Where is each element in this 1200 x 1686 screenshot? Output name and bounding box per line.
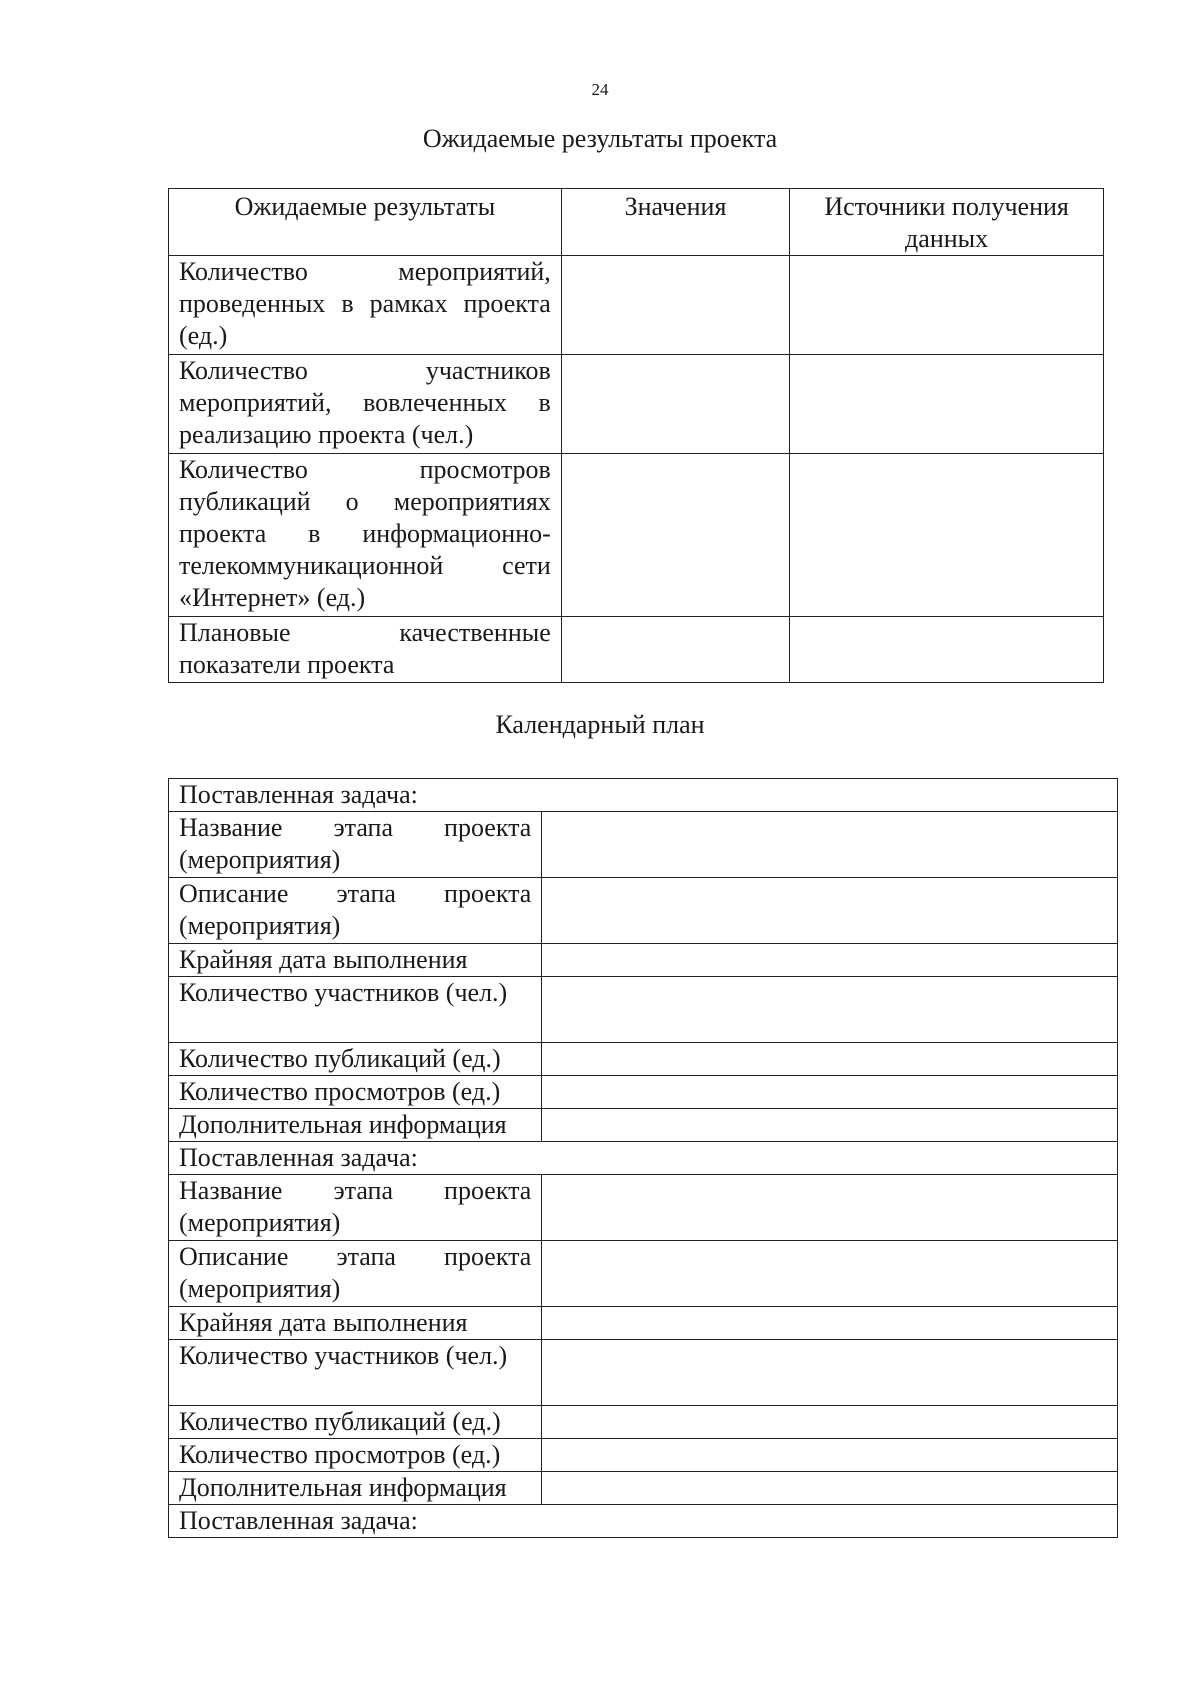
table-row: [169, 1175, 1118, 1241]
result-label: Количество просмотров публикаций о мероприятиях проекта в информационно-телекоммуникационной сети «Интернет» (ед.): [169, 454, 562, 617]
field-value-cell[interactable]: [542, 977, 1118, 1043]
result-source-cell[interactable]: [790, 454, 1104, 617]
table-row: [169, 355, 1104, 454]
table-row: [169, 1241, 1118, 1307]
field-label: Дополнительная информация: [169, 1109, 542, 1142]
field-value-cell[interactable]: [542, 944, 1118, 977]
task-label: Поставленная задача:: [169, 779, 1118, 812]
table-row: [169, 812, 1118, 878]
field-value-cell[interactable]: [542, 878, 1118, 944]
table-row: [169, 454, 1104, 617]
field-value-cell[interactable]: [542, 1043, 1118, 1076]
field-value-cell[interactable]: [542, 1472, 1118, 1505]
table-row: [169, 1043, 1118, 1076]
calendar-section-title: Календарный план: [495, 710, 705, 739]
field-label: Описание этапа проекта (мероприятия): [169, 878, 542, 944]
field-value-cell[interactable]: [542, 1109, 1118, 1142]
results-header-values: Значения: [561, 189, 789, 256]
results-header-results: Ожидаемые результаты: [169, 189, 562, 256]
result-label: Количество участников мероприятий, вовлеченных в реализацию проекта (чел.): [169, 355, 562, 454]
result-source-cell[interactable]: [790, 355, 1104, 454]
table-row: [169, 1439, 1118, 1472]
result-source-cell[interactable]: [790, 617, 1104, 683]
table-row: [169, 1076, 1118, 1109]
task-row: [169, 1505, 1118, 1538]
table-row: [169, 878, 1118, 944]
field-label: Название этапа проекта (мероприятия): [169, 1175, 542, 1241]
field-label: Количество участников (чел.): [169, 1340, 542, 1406]
field-label: Описание этапа проекта (мероприятия): [169, 1241, 542, 1307]
field-value-cell[interactable]: [542, 1406, 1118, 1439]
table-row: [169, 977, 1118, 1043]
field-value-cell[interactable]: [542, 812, 1118, 878]
table-row: [169, 1307, 1118, 1340]
field-value-cell[interactable]: [542, 1241, 1118, 1307]
field-label: Крайняя дата выполнения: [169, 1307, 542, 1340]
field-label: Крайняя дата выполнения: [169, 944, 542, 977]
table-row: [169, 944, 1118, 977]
table-row: [169, 617, 1104, 683]
calendar-plan-table: [168, 778, 1118, 1538]
field-label: Количество просмотров (ед.): [169, 1076, 542, 1109]
expected-results-table: [168, 188, 1104, 683]
result-label: Количество мероприятий, проведенных в рамках проекта (ед.): [169, 256, 562, 355]
result-value-cell[interactable]: [561, 617, 789, 683]
field-label: Название этапа проекта (мероприятия): [169, 812, 542, 878]
field-label: Количество просмотров (ед.): [169, 1439, 542, 1472]
results-section-title: Ожидаемые результаты проекта: [422, 124, 778, 153]
field-label: Дополнительная информация: [169, 1472, 542, 1505]
task-label: Поставленная задача:: [169, 1142, 1118, 1175]
field-label: Количество участников (чел.): [169, 977, 542, 1043]
result-value-cell[interactable]: [561, 454, 789, 617]
field-value-cell[interactable]: [542, 1340, 1118, 1406]
field-value-cell[interactable]: [542, 1307, 1118, 1340]
field-label: Количество публикаций (ед.): [169, 1406, 542, 1439]
field-value-cell[interactable]: [542, 1439, 1118, 1472]
table-row: [169, 1340, 1118, 1406]
table-row: [169, 1109, 1118, 1142]
field-value-cell[interactable]: [542, 1175, 1118, 1241]
table-row: [169, 1472, 1118, 1505]
result-value-cell[interactable]: [561, 256, 789, 355]
results-header-row: [169, 189, 1104, 256]
result-source-cell[interactable]: [790, 256, 1104, 355]
result-value-cell[interactable]: [561, 355, 789, 454]
task-row: [169, 1142, 1118, 1175]
results-header-sources: Источники получения данных: [790, 189, 1104, 256]
field-value-cell[interactable]: [542, 1076, 1118, 1109]
table-row: [169, 1406, 1118, 1439]
field-label: Количество публикаций (ед.): [169, 1043, 542, 1076]
table-row: [169, 256, 1104, 355]
result-label: Плановые качественные показатели проекта: [169, 617, 562, 683]
task-row: [169, 779, 1118, 812]
task-label: Поставленная задача:: [169, 1505, 1118, 1538]
page-number: 24: [591, 80, 609, 99]
